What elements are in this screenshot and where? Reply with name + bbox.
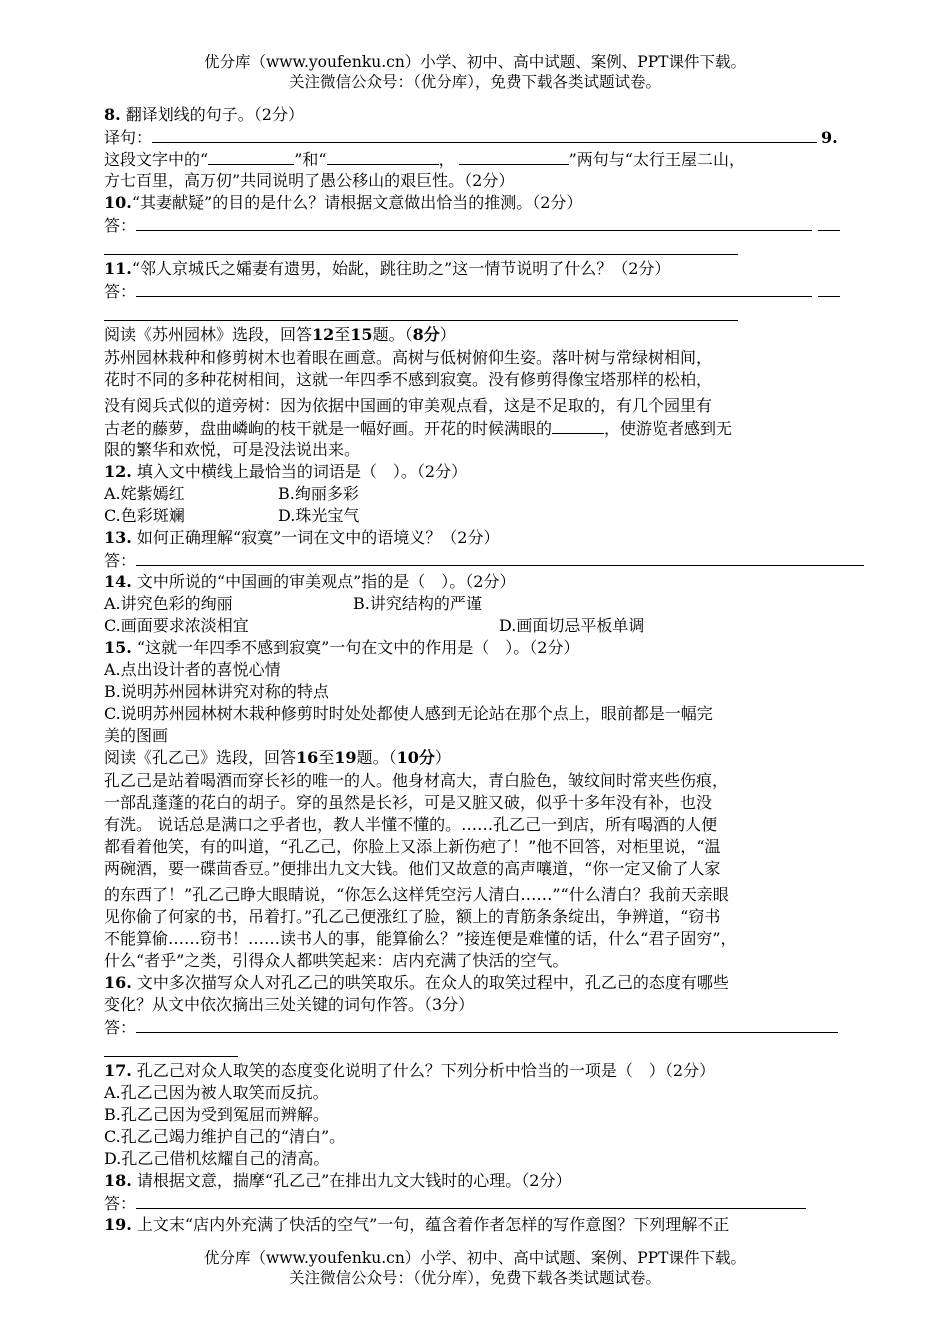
- score: 8分: [412, 325, 440, 344]
- option-c[interactable]: C.色彩斑斓: [104, 506, 185, 525]
- question-number: 15.: [104, 638, 132, 657]
- q9-post: ”两句与“太行王屋二山，: [568, 150, 745, 169]
- question-13: [104, 527, 499, 549]
- option-c[interactable]: C.说明苏州园林树木栽种修剪时时处处都使人感到无论站在那个点上，眼前都是一幅完: [104, 704, 713, 723]
- option-b[interactable]: B.讲究结构的严谨: [353, 594, 482, 613]
- question-number: 16.: [104, 973, 132, 992]
- passage-text: 古老的藤萝，盘曲嶙峋的枝干就是一幅好画。开花的时候满眼的: [104, 419, 553, 438]
- passage-line: 不能算偷……窃书！……读书人的事，能算偷么？”接连便是难懂的话，什么“君子固穷”，: [104, 929, 737, 948]
- question-number: 10.: [104, 193, 132, 212]
- answer-line[interactable]: [136, 214, 812, 231]
- question-10: [104, 192, 582, 214]
- question-8: [104, 104, 304, 126]
- answer-label: 答：: [104, 1018, 137, 1037]
- option-a[interactable]: A.姹紫嫣红: [104, 484, 185, 503]
- page-footer-line2: 关注微信公众号：（优分库），免费下载各类试题试卷。: [288, 1269, 661, 1287]
- passage-line: 花时不同的多种花树相间，这就一年四季不感到寂寞。没有修剪得像宝塔那样的松柏，: [104, 370, 713, 389]
- range-end: 19: [334, 748, 357, 767]
- option-d[interactable]: D.孔乙己借机炫耀自己的清高。: [104, 1149, 330, 1168]
- q16-answer-row: [104, 1016, 838, 1039]
- question-12: [104, 461, 467, 483]
- passage-line: 都看着他笑，有的叫道，“孔乙己，你脸上又添上新伤疤了！”他不回答，对柜里说，“温: [104, 837, 721, 856]
- range-end: 15: [350, 325, 373, 344]
- range-word: 至: [334, 325, 351, 344]
- score: 10分: [396, 748, 435, 767]
- answer-label: 答：: [104, 1194, 137, 1213]
- page-header-line2: 关注微信公众号：（优分库），免费下载各类试题试卷。: [288, 73, 661, 91]
- question-number: 12.: [104, 462, 132, 481]
- passage-line: 限的繁华和欢悦，可是没法说出来。: [104, 440, 361, 459]
- option-b[interactable]: B.绚丽多彩: [278, 484, 359, 503]
- option-c[interactable]: C.孔乙己竭力维护自己的“清白”。: [104, 1127, 346, 1146]
- question-number: 8.: [104, 105, 121, 124]
- option-b[interactable]: B.孔乙己因为受到冤屈而辨解。: [104, 1105, 329, 1124]
- passage-line: [104, 417, 732, 440]
- blank-1[interactable]: [208, 148, 294, 165]
- passage-line: 有洗。 说话总是满口之乎者也，教人半懂不懂的。……孔乙己一到店，所有喝酒的人便: [104, 815, 718, 834]
- answer-label: 答：: [104, 216, 137, 235]
- intro-end: ）: [439, 325, 456, 344]
- question-text: “这就一年四季不感到寂寞”一句在文中的作用是（ ）。（2分）: [131, 638, 580, 657]
- intro-text: 阅读《苏州园林》选段，回答: [104, 325, 313, 344]
- option-a[interactable]: A.点出设计者的喜悦心情: [104, 660, 281, 679]
- q13-answer-row: [104, 549, 864, 572]
- fill-blank[interactable]: [552, 417, 604, 434]
- passage-line: 苏州园林栽种和修剪树木也着眼在画意。高树与低树俯仰生姿。落叶树与常绿树相间，: [104, 348, 713, 367]
- question-text: 填入文中横线上最恰当的词语是（ ）。（2分）: [131, 462, 468, 481]
- q9-mid: ”和“: [294, 150, 327, 169]
- question-number: 13.: [104, 528, 132, 547]
- answer-line[interactable]: [136, 1016, 838, 1033]
- q9-line2: 方七百里，高万仞”共同说明了愚公移山的艰巨性。（2分）: [104, 171, 515, 190]
- question-text: 如何正确理解“寂寞”一词在文中的语境义？（2分）: [131, 528, 500, 547]
- question-17: [104, 1060, 715, 1082]
- question-text: 翻译划线的句子。（2分）: [120, 105, 304, 124]
- question-15: [104, 637, 579, 659]
- passage-line: 孔乙己是站着喝酒而穿长衫的唯一的人。他身材高大，青白脸色，皱纹间时常夹些伤痕，: [104, 771, 729, 790]
- q9-pre: 这段文字中的“: [104, 150, 209, 169]
- reading-2-intro: [104, 747, 451, 769]
- passage-line: 一部乱蓬蓬的花白的胡子。穿的虽然是长衫，可是又脏又破，似乎十多年没有补，也没: [104, 793, 713, 812]
- answer-line[interactable]: [104, 320, 738, 321]
- blank-2[interactable]: [327, 148, 439, 165]
- answer-line[interactable]: [818, 280, 840, 297]
- intro-suffix: 题。（: [372, 325, 413, 344]
- answer-label: 译句：: [104, 128, 153, 147]
- answer-line[interactable]: [818, 214, 840, 231]
- intro-text: 阅读《孔乙己》选段，回答: [104, 748, 297, 767]
- question-number: 19.: [104, 1215, 132, 1234]
- question-number: 17.: [104, 1061, 132, 1080]
- reading-1-intro: [104, 324, 456, 346]
- intro-end: ）: [434, 748, 451, 767]
- page-footer-line1: 优分库（www.youfenku.cn）小学、初中、高中试题、案例、PPT课件下载。: [203, 1249, 747, 1267]
- page-header-line1: 优分库（www.youfenku.cn）小学、初中、高中试题、案例、PPT课件下载。: [203, 53, 747, 71]
- answer-label: 答：: [104, 551, 137, 570]
- question-text: 上文末“店内外充满了快活的空气”一句，蕴含着作者怎样的写作意图？下列理解不正: [131, 1215, 730, 1234]
- option-a[interactable]: A.孔乙己因为被人取笑而反抗。: [104, 1083, 329, 1102]
- question-number: 14.: [104, 572, 132, 591]
- question-14: [104, 571, 515, 593]
- option-d[interactable]: D.珠光宝气: [278, 506, 360, 525]
- option-row: [104, 505, 359, 527]
- answer-line[interactable]: [136, 549, 864, 566]
- question-18: [104, 1170, 571, 1192]
- q16-line2: 变化？从文中依次摘出三处关键的词句作答。（3分）: [104, 995, 475, 1014]
- passage-text: ，使游览者感到无: [604, 419, 733, 438]
- option-a[interactable]: A.讲究色彩的绚丽: [104, 594, 233, 613]
- q11-answer-row: [104, 280, 840, 303]
- answer-label: 答：: [104, 282, 137, 301]
- option-d[interactable]: D.画面切忌平板单调: [499, 616, 645, 635]
- question-number: 18.: [104, 1171, 132, 1190]
- option-row: [104, 615, 644, 637]
- option-b[interactable]: B.说明苏州园林讲究对称的特点: [104, 682, 329, 701]
- q10-answer-row: [104, 214, 840, 237]
- option-row: [104, 593, 482, 615]
- question-text: 文中多次描写众人对孔乙己的哄笑取乐。在众人的取笑过程中，孔乙己的态度有哪些: [131, 973, 729, 992]
- passage-line: 见你偷了何家的书，吊着打。”孔乙己便涨红了脸，额上的青筋条条绽出，争辨道，“窃书: [104, 907, 721, 926]
- q9-sep: ，: [438, 150, 455, 169]
- question-text: 请根据文意，揣摩“孔乙己”在排出九文大钱时的心理。（2分）: [131, 1171, 572, 1190]
- question-19: [104, 1214, 729, 1236]
- range-word: 至: [318, 748, 335, 767]
- q8-answer-row: [104, 126, 838, 149]
- question-text: 文中所说的“中国画的审美观点”指的是（ ）。（2分）: [131, 572, 516, 591]
- answer-line[interactable]: [136, 280, 812, 297]
- answer-line[interactable]: [104, 1056, 238, 1057]
- range-start: 16: [296, 748, 319, 767]
- question-number: 11.: [104, 259, 132, 278]
- option-c[interactable]: C.画面要求浓淡相宜: [104, 616, 249, 635]
- passage-line: 的东西了！”孔乙己睁大眼睛说，“你怎么这样凭空污人清白……”“什么清白？我前天亲眼: [104, 885, 729, 904]
- question-text: 孔乙己对众人取笑的态度变化说明了什么？下列分析中恰当的一项是（ ）（2分）: [131, 1061, 716, 1080]
- question-text: “邻人京城氏之孀妻有遗男，始龀，跳往助之”这一情节说明了什么？（2分）: [131, 259, 671, 278]
- passage-line: 什么“者乎”之类，引得众人都哄笑起来：店内充满了快活的空气。: [104, 951, 569, 970]
- question-number: 9.: [821, 128, 838, 147]
- question-9: [104, 148, 745, 171]
- range-start: 12: [312, 325, 335, 344]
- option-c-continued[interactable]: 美的图画: [104, 726, 169, 745]
- passage-line: 没有阅兵式似的道旁树：因为依据中国画的审美观点看，这是不足取的，有几个园里有: [104, 396, 713, 415]
- question-text: “其妻献疑”的目的是什么？请根据文意做出恰当的推测。（2分）: [131, 193, 583, 212]
- question-16: [104, 972, 729, 994]
- blank-3[interactable]: [459, 148, 569, 165]
- question-11: [104, 258, 670, 280]
- intro-suffix: 题。（: [356, 748, 397, 767]
- answer-line[interactable]: [136, 1192, 806, 1209]
- q18-answer-row: [104, 1192, 806, 1215]
- answer-line[interactable]: [152, 126, 817, 143]
- answer-line[interactable]: [104, 254, 738, 255]
- option-row: [104, 483, 359, 505]
- passage-line: 两碗酒，要一碟茴香豆。”便排出九文大钱。他们又故意的高声嚷道，“你一定又偷了人家: [104, 859, 721, 878]
